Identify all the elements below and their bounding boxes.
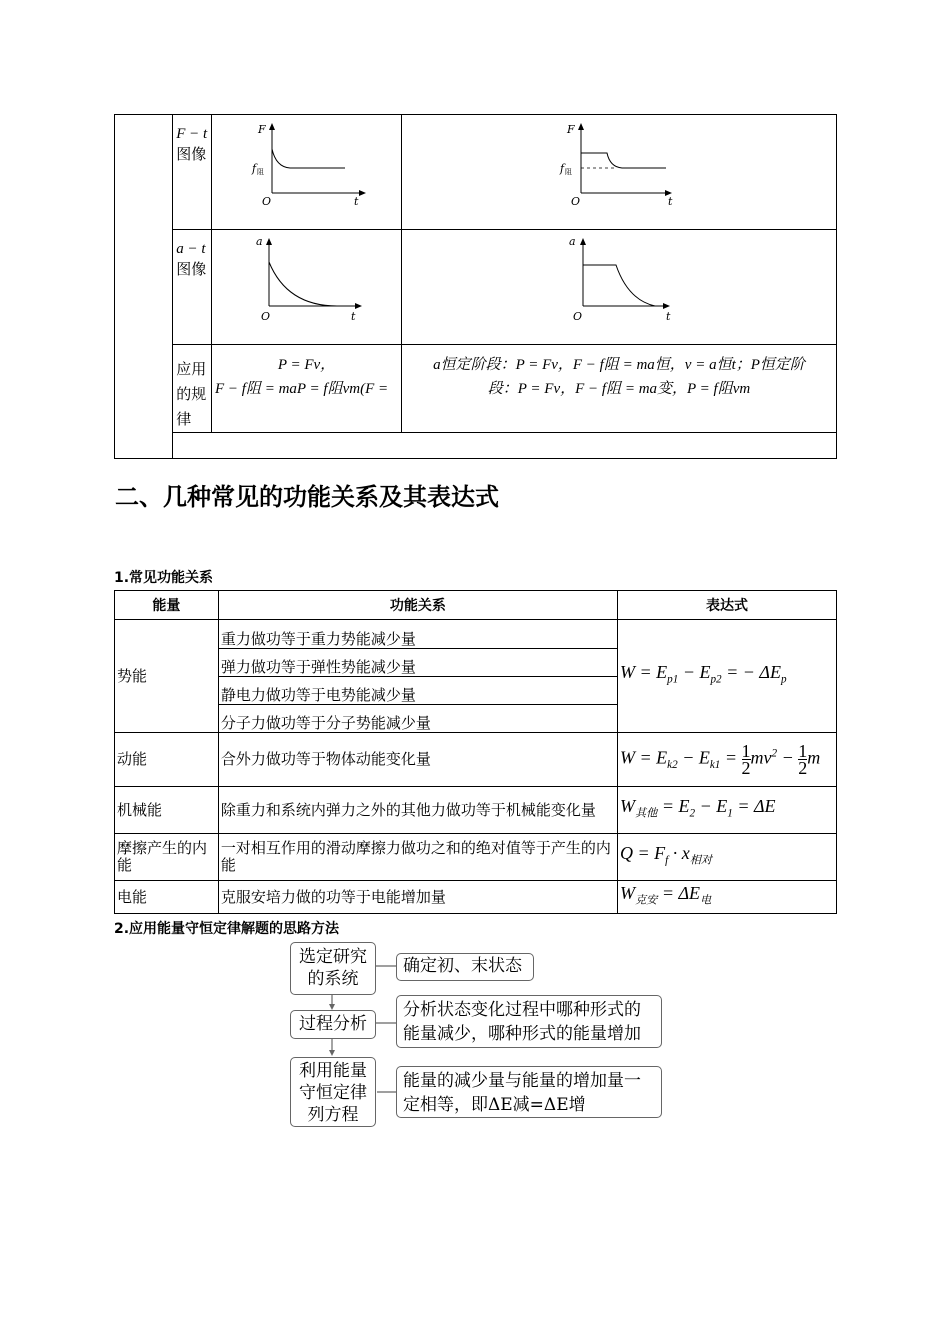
relation-elastic: 弹力做功等于弹性势能减少量 bbox=[218, 649, 617, 677]
svg-text:O: O bbox=[262, 195, 272, 208]
at-graph-1 bbox=[212, 230, 400, 340]
empty-row bbox=[173, 433, 837, 459]
rules-constant-accel: a恒定阶段：P = Fv，F − f阻 = ma恒，v = a恒t；P恒定阶 段：P = Fv，F − f阻 = ma变，P = f阻vm bbox=[401, 345, 836, 433]
svg-text:t: t bbox=[667, 195, 673, 208]
svg-text:阻: 阻 bbox=[564, 168, 572, 176]
energy-electric: 电能 bbox=[115, 881, 219, 914]
relation-kinetic: 合外力做功等于物体动能变化量 bbox=[218, 733, 617, 787]
svg-text:t: t bbox=[354, 195, 359, 208]
expr-electric: $W_{克安} = \Delta E_电$ bbox=[618, 881, 837, 914]
relation-ampere: 克服安培力做的功等于电能增加量 bbox=[218, 881, 617, 914]
at-graph-constant-power bbox=[212, 230, 402, 345]
header-energy: 能量 bbox=[115, 591, 219, 620]
ft-graph-constant-accel bbox=[401, 115, 836, 230]
flow-note-change: 分析状态变化过程中哪种形式的能量减少，哪种形式的能量增加 bbox=[396, 995, 662, 1048]
ft-label: F − t 图像 bbox=[173, 115, 212, 230]
expr-mechanical: $W_{其他} = E_2 - E_1 = \Delta E$ bbox=[618, 787, 837, 834]
flow-step-select-system: 选定研究的系统 bbox=[290, 942, 376, 995]
relation-friction: 一对相互作用的滑动摩擦力做功之和的绝对值等于产生的内能 bbox=[218, 834, 617, 881]
svg-text:O: O bbox=[570, 195, 581, 208]
expr-potential: $W = E_{p1} - E_{p2}$ = − $\Delta E_p$ bbox=[618, 620, 837, 733]
motor-start-table bbox=[114, 114, 837, 459]
relation-gravity: 重力做功等于重力势能减少量 bbox=[218, 620, 617, 649]
section-2-title: 2.应用能量守恒定律解题的思路方法 bbox=[114, 921, 340, 937]
expr-internal: $Q = F_f \cdot x_{相对}$ bbox=[618, 834, 837, 881]
svg-text:F: F bbox=[566, 123, 575, 136]
at-graph-constant-accel bbox=[401, 230, 836, 345]
at-graph-2 bbox=[402, 230, 836, 340]
relation-electric: 静电力做功等于电势能减少量 bbox=[218, 677, 617, 705]
rules-label: 应用的规律 bbox=[173, 345, 212, 433]
expr-kinetic: $W = E_{k2} - E_{k1}$ = $\frac{1}{2}$ $mv^2$ − $\frac{1}{2}$ m bbox=[618, 733, 837, 787]
flow-step-equation: 利用能量守恒定律列方程 bbox=[290, 1057, 376, 1127]
flow-note-conservation-text: 能量的减少量与能量的增加量一定相等，即ΔE减=ΔE增 bbox=[403, 1071, 641, 1115]
section-1-title: 1.常见功能关系 bbox=[114, 570, 214, 586]
rules-constant-power: P = Fv， F − f阻 = maP = f阻vm(F = bbox=[212, 345, 402, 433]
svg-text:F: F bbox=[258, 123, 266, 136]
ft-graph-constant-power bbox=[212, 115, 402, 230]
svg-text:a: a bbox=[568, 235, 576, 248]
header-expression: 表达式 bbox=[618, 591, 837, 620]
work-energy-table bbox=[114, 590, 837, 914]
at-label: a − t 图像 bbox=[173, 230, 212, 345]
ft-graph-2 bbox=[402, 115, 836, 225]
flow-step-process-analysis: 过程分析 bbox=[290, 1010, 376, 1039]
svg-text:O: O bbox=[572, 310, 583, 323]
energy-internal: 摩擦产生的内能 bbox=[115, 834, 219, 881]
svg-text:f: f bbox=[559, 162, 565, 175]
merged-left-cell bbox=[115, 115, 173, 459]
energy-potential: 势能 bbox=[115, 620, 219, 733]
svg-text:t: t bbox=[665, 310, 671, 323]
svg-text:O: O bbox=[261, 310, 271, 323]
flow-note-conservation bbox=[396, 1066, 662, 1118]
svg-text:阻: 阻 bbox=[257, 168, 264, 176]
svg-text:a: a bbox=[256, 235, 263, 248]
svg-text:f: f bbox=[252, 162, 257, 175]
relation-molecular: 分子力做功等于分子势能减少量 bbox=[218, 705, 617, 733]
section-heading: 二、几种常见的功能关系及其表达式 bbox=[115, 483, 499, 511]
relation-mechanical: 除重力和系统内弹力之外的其他力做功等于机械能变化量 bbox=[218, 787, 617, 834]
energy-mechanical: 机械能 bbox=[115, 787, 219, 834]
ft-graph-1 bbox=[212, 115, 400, 225]
energy-kinetic: 动能 bbox=[115, 733, 219, 787]
flow-note-states: 确定初、末状态 bbox=[396, 953, 534, 981]
header-relation: 功能关系 bbox=[218, 591, 617, 620]
svg-text:t: t bbox=[351, 310, 356, 323]
